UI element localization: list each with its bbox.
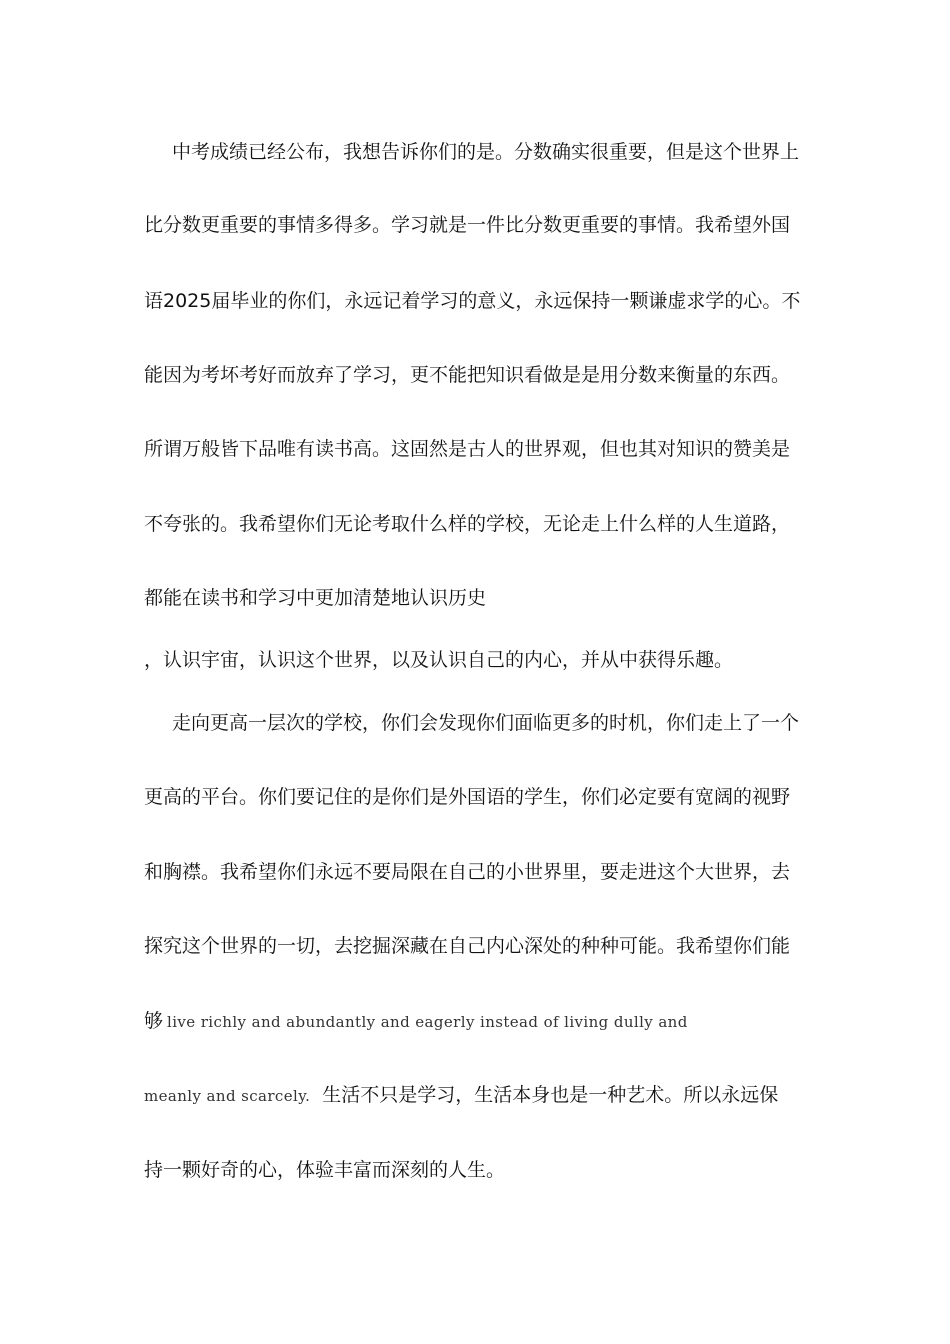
paragraph-1-line-1: 中考成绩已经公布，我想告诉你们的是。分数确实很重要，但是这个世界上 <box>172 141 800 163</box>
paragraph-1-line-3: 语2025届毕业的你们，永远记着学习的意义，永远保持一颗谦虚求学的心。不 <box>144 290 801 312</box>
paragraph-2-line-7: 持一颗好奇的心，体验丰富而深刻的人生。 <box>144 1159 506 1181</box>
paragraph-2-line-5 <box>144 1008 814 1034</box>
paragraph-1-line-2: 比分数更重要的事情多得多。学习就是一件比分数更重要的事情。我希望外国 <box>144 214 791 236</box>
paragraph-1-line-8: ，认识宇宙，认识这个世界，以及认识自己的内心，并从中获得乐趣。 <box>144 649 734 671</box>
paragraph-2-line-4: 探究这个世界的一切，去挖掘深藏在自己内心深处的种种可能。我希望你们能 <box>144 935 791 957</box>
paragraph-2-line-2: 更高的平台。你们要记住的是你们是外国语的学生，你们必定要有宽阔的视野 <box>144 786 791 808</box>
paragraph-1-line-6: 不夸张的。我希望你们无论考取什么样的学校，无论走上什么样的人生道路， <box>144 513 791 535</box>
paragraph-2-line-3: 和胸襟。我希望你们永远不要局限在自己的小世界里，要走进这个大世界，去 <box>144 861 791 883</box>
english-quote-part-2: meanly and scarcely. <box>144 1087 311 1105</box>
line-5-cjk-text: 够 <box>144 1010 164 1032</box>
english-quote-part-1: live richly and abundantly and eagerly instead of living dully and <box>167 1013 688 1031</box>
paragraph-1-line-7: 都能在读书和学习中更加清楚地认识历史 <box>144 587 487 609</box>
line-6-cjk-text: 生活不只是学习，生活本身也是一种艺术。所以永远保 <box>322 1084 779 1106</box>
paragraph-2-line-1: 走向更高一层次的学校，你们会发现你们面临更多的时机，你们走上了一个 <box>172 712 800 734</box>
paragraph-1-line-4: 能因为考坏考好而放弃了学习，更不能把知识看做是是用分数来衡量的东西。 <box>144 364 791 386</box>
paragraph-2-line-6 <box>144 1082 814 1108</box>
paragraph-1-line-5: 所谓万般皆下品唯有读书高。这固然是古人的世界观，但也其对知识的赞美是 <box>144 438 791 460</box>
